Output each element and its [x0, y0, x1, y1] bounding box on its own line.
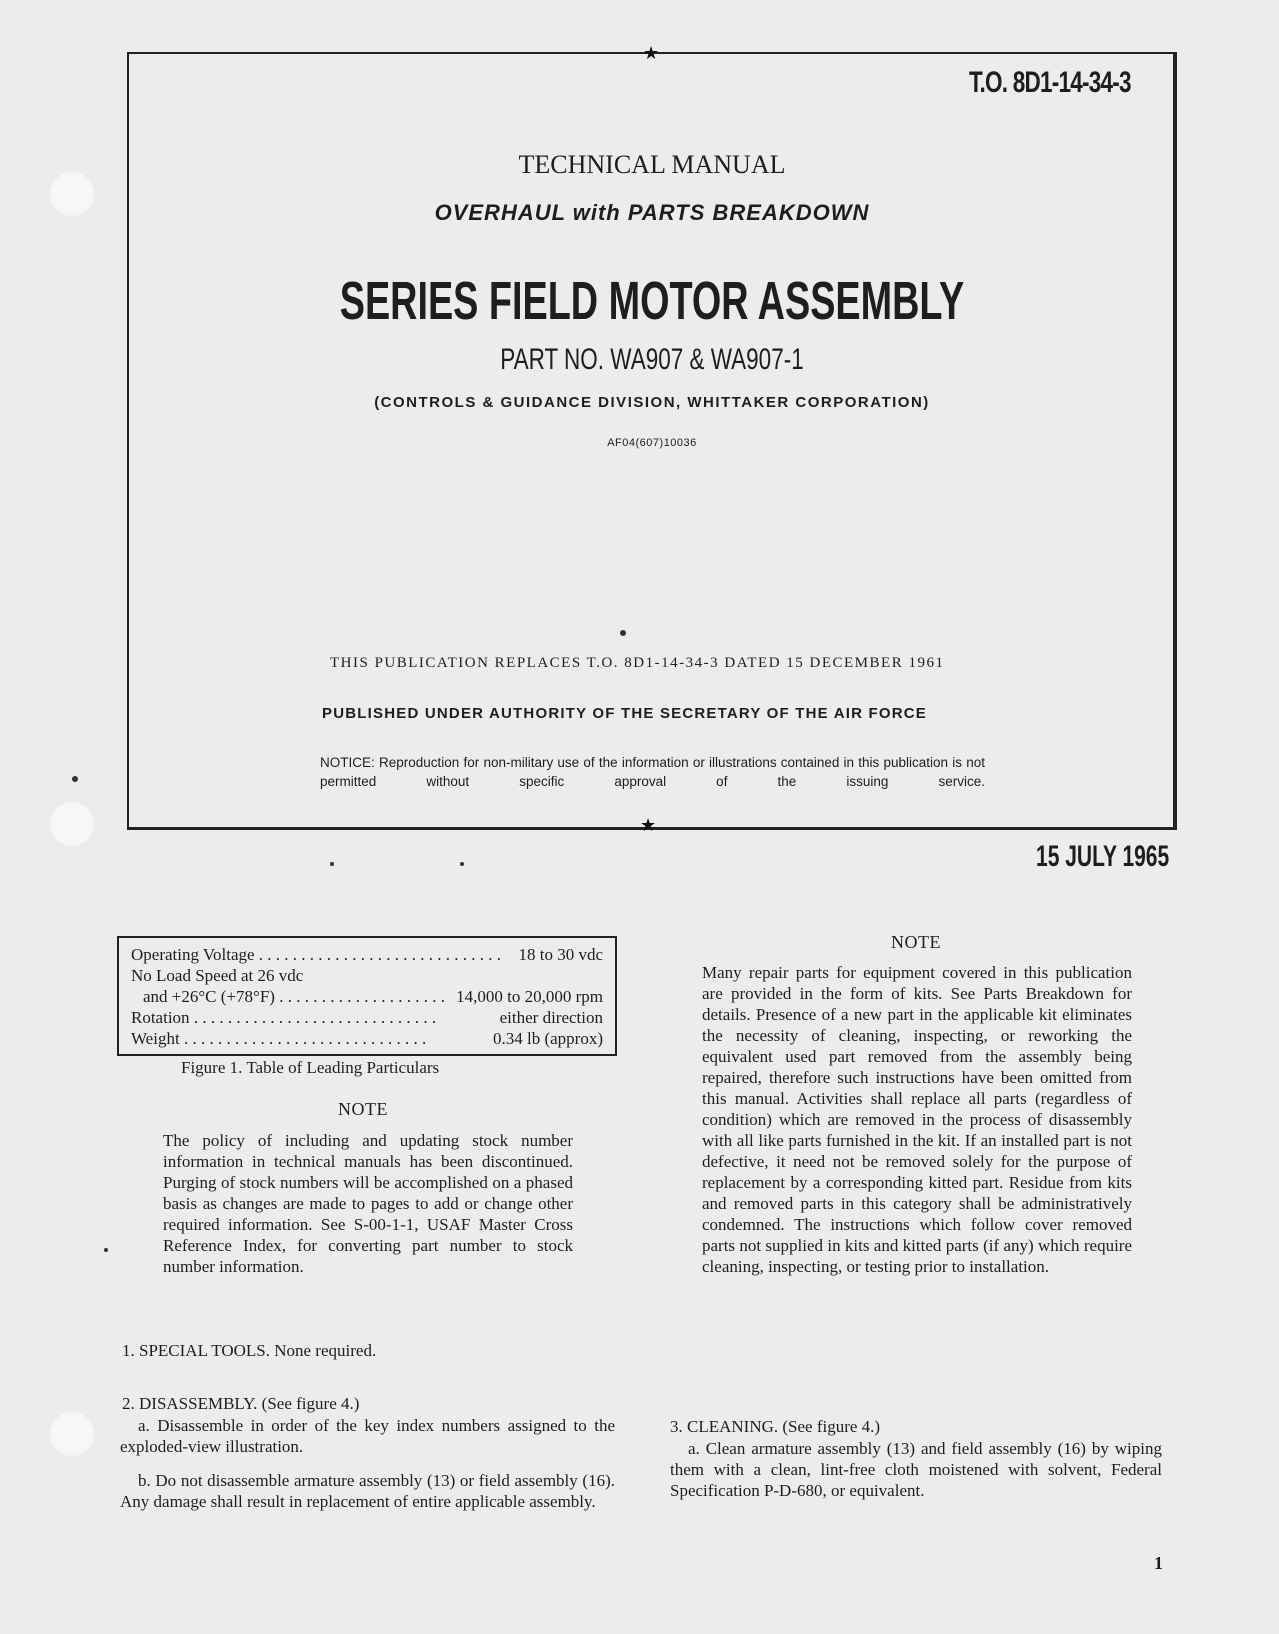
special-tools: 1. SPECIAL TOOLS. None required. [122, 1341, 377, 1360]
speck [330, 862, 334, 866]
row-label: Operating Voltage . . . [131, 944, 512, 965]
punch-hole-middle [48, 800, 96, 848]
page-number: 1 [1154, 1553, 1163, 1573]
note-text: Many repair parts for equipment covered in this publication are provided in the form of kits. See Parts Breakdown for details. Presence of a new part in the applicable kit eliminates the necessity of cleaning, inspecting, or reworking the equivalent used part removed from the assembly being repaired, therefore such instructions have been omitted from this manual. Activities shall replace all parts (regardless of condition) which are removed in the process of disassembly with all like parts furnished in the kit. If an installed part is not defective, it need not be removed solely for the purpose of replacement by a corresponding kitted part. Residue from kits and removed parts in this category shall be administratively condemned. The instructions which follow cover removed parts not supplied in kits and kitted parts (if any) which require cleaning, inspecting, or testing prior to installation. [702, 963, 1132, 1276]
row-label: Weight . . . [131, 1028, 487, 1049]
note-text: The policy of including and updating stock number information in technical manuals has been discontinued. Purging of stock numbers will be accomplished on a phased basis as changes are made to pages to add or change other required information. See S-00-1-1, USAF Master Cross Reference Index, for converting part number to stock number information. [163, 1131, 573, 1276]
table-row [131, 1028, 603, 1049]
speck [72, 776, 78, 782]
row-label: Rotation . . . [131, 1007, 494, 1028]
note-heading: NOTE [338, 1099, 388, 1119]
table-row [131, 944, 603, 965]
row-value: either direction [499, 1008, 603, 1027]
replaces-notice: THIS PUBLICATION REPLACES T.O. 8D1-14-34-3 DATED 15 DECEMBER 1961 [330, 655, 945, 671]
figure-caption: Figure 1. Table of Leading Particulars [181, 1058, 440, 1077]
disassembly-step-b: b. Do not disassemble armature assembly (13) or field assembly (16). Any damage shall result in replacement of entire applicable assembly. [120, 1471, 615, 1511]
division: (CONTROLS & GUIDANCE DIVISION, WHITTAKER CORPORATION) [374, 394, 930, 411]
page-title: SERIES FIELD MOTOR ASSEMBLY [339, 271, 965, 331]
table-row [131, 986, 603, 1007]
table-row [131, 965, 603, 986]
row-label: and +26°C (+78°F) . . . [143, 986, 450, 1007]
row-value: 18 to 30 vdc [518, 945, 603, 964]
disassembly-step-a: a. Disassemble in order of the key index numbers assigned to the exploded-view illustration. [120, 1416, 615, 1456]
leading-particulars-table [117, 936, 617, 1056]
manual-type: TECHNICAL MANUAL [518, 150, 786, 179]
star-icon: ★ [643, 43, 660, 64]
subtitle: OVERHAUL with PARTS BREAKDOWN [434, 200, 870, 225]
row-value: 14,000 to 20,000 rpm [456, 987, 603, 1006]
cleaning-heading: 3. CLEANING. (See figure 4.) [670, 1417, 881, 1436]
part-number: PART NO. WA907 & WA907-1 [500, 343, 804, 376]
authority-line: PUBLISHED UNDER AUTHORITY OF THE SECRETARY OF THE AIR FORCE [322, 705, 927, 722]
punch-hole-bottom [48, 1410, 96, 1458]
disassembly-heading: 2. DISASSEMBLY. (See figure 4.) [122, 1394, 360, 1413]
row-value: 0.34 lb (approx) [492, 1029, 603, 1048]
reproduction-notice: NOTICE: Reproduction for non-military use of the information or illustrations contained in this publication is not permitted without specific approval of the issuing service. [320, 755, 985, 789]
speck [460, 862, 464, 866]
star-icon: ★ [640, 815, 657, 836]
cleaning-step-a: a. Clean armature assembly (13) and field assembly (16) by wiping them with a clean, lint-free cloth moistened with solvent, Federal Specification P-D-680, or equivalent. [670, 1439, 1162, 1500]
punch-hole-top [48, 170, 96, 218]
publication-date: 15 JULY 1965 [1035, 840, 1169, 873]
table-row [131, 1007, 603, 1028]
row-label: No Load Speed at 26 vdc [131, 966, 304, 985]
speck [104, 1248, 108, 1252]
contract-number: AF04(607)10036 [607, 437, 697, 449]
note-heading: NOTE [891, 932, 941, 952]
to-number: T.O. 8D1-14-34-3 [969, 66, 1131, 99]
